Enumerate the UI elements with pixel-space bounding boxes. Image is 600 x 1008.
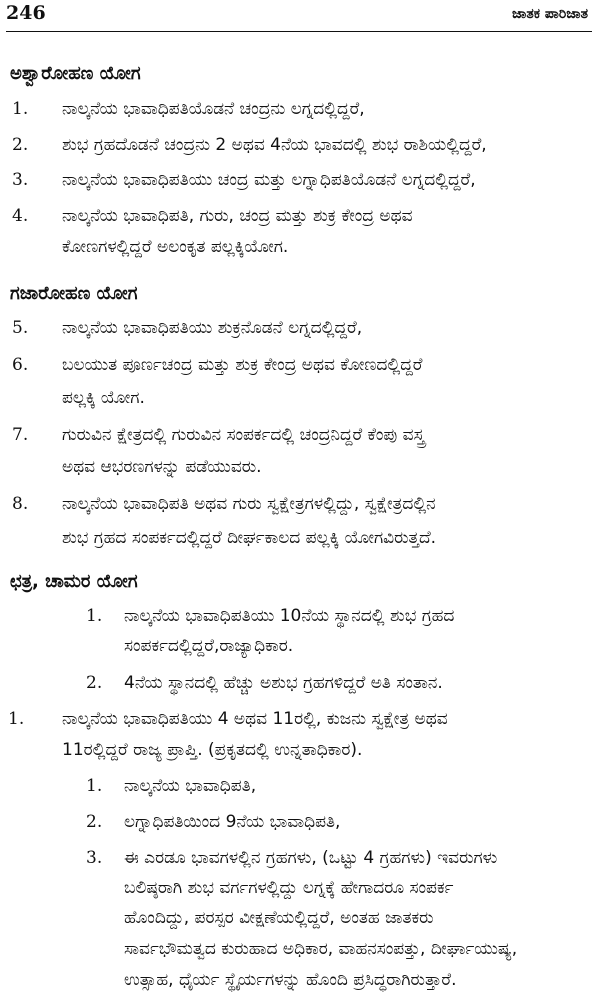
item-text-line: ಶುಭ ಗ್ರಹದ ಸಂಪರ್ಕದಲ್ಲಿದ್ದರೆ ದೀರ್ಘಕಾಲದ ಪಲ್ಲಕ್ಕಿ ಯೋಗವಿರುತ್ತದೆ.: [62, 528, 437, 548]
item-number: 1.: [86, 776, 103, 796]
item-text-line: ನಾಲ್ಕನೆಯ ಭಾವಾಧಿಪತಿಯು ಶುಕ್ರನೊಡನೆ ಲಗ್ನದಲ್ಲಿದ್ದರೆ,: [62, 318, 363, 338]
item-text-line: ನಾಲ್ಕನೆಯ ಭಾವಾಧಿಪತಿ,: [124, 776, 257, 796]
item-text-line: ನಾಲ್ಕನೆಯ ಭಾವಾಧಿಪತಿಯು ಚಂದ್ರ ಮತ್ತು ಲಗ್ನಾಧಿಪತಿಯೊಡನೆ ಲಗ್ನದಲ್ಲಿದ್ದರೆ,: [62, 170, 476, 190]
running-title: ಜಾತಕ ಪಾರಿಜಾತ: [511, 6, 588, 22]
item-number: 3.: [12, 170, 29, 190]
item-number: 2.: [12, 135, 29, 155]
item-number: 4.: [12, 206, 29, 226]
item-text-line: 4ನೆಯ ಸ್ಥಾನದಲ್ಲಿ ಹೆಚ್ಚು ಅಶುಭ ಗ್ರಹಗಳಿದ್ದರೆ ಅತಿ ಸಂತಾನ.: [124, 673, 443, 693]
header-rule: [6, 31, 592, 32]
item-text-line: ನಾಲ್ಕನೆಯ ಭಾವಾಧಿಪತಿಯೊಡನೆ ಚಂದ್ರನು ಲಗ್ನದಲ್ಲಿದ್ದರೆ,: [62, 99, 365, 119]
item-text-line: ಈ ಎರಡೂ ಭಾವಗಳಲ್ಲಿನ ಗ್ರಹಗಳು, (ಒಟ್ಟು 4 ಗ್ರಹಗಳು) ಇವರುಗಳು: [124, 848, 498, 868]
item-text-line: 11ರಲ್ಲಿದ್ದರೆ ರಾಜ್ಯ ಪ್ರಾಪ್ತಿ. (ಪ್ರಕೃತದಲ್ಲಿ ಉನ್ನತಾಧಿಕಾರ).: [62, 740, 363, 760]
section-heading: ಛತ್ರ, ಚಾಮರ ಯೋಗ: [10, 571, 138, 592]
item-number: 2.: [86, 812, 103, 832]
page-number: 246: [6, 2, 46, 24]
item-number: 6.: [12, 355, 29, 375]
item-text-line: ನಾಲ್ಕನೆಯ ಭಾವಾಧಿಪತಿ, ಗುರು, ಚಂದ್ರ ಮತ್ತು ಶುಕ್ರ ಕೇಂದ್ರ ಅಥವ: [62, 206, 413, 226]
item-text-line: ಲಗ್ನಾಧಿಪತಿಯಿಂದ 9ನೆಯ ಭಾವಾಧಿಪತಿ,: [124, 812, 341, 832]
item-number: 5.: [12, 318, 29, 338]
item-number: 1.: [8, 709, 25, 729]
item-text-line: ನಾಲ್ಕನೆಯ ಭಾವಾಧಿಪತಿಯು 10ನೆಯ ಸ್ಥಾನದಲ್ಲಿ ಶುಭ ಗ್ರಹದ: [124, 606, 455, 626]
item-number: 2.: [86, 673, 103, 693]
item-text-line: ಸಾರ್ವಭೌಮತ್ವದ ಕುರುಹಾದ ಅಧಿಕಾರ, ವಾಹನಸಂಪತ್ತು, ದೀರ್ಘಾಯುಷ್ಯ,: [124, 939, 518, 959]
item-text-line: ಶುಭ ಗ್ರಹದೊಡನೆ ಚಂದ್ರನು 2 ಅಥವ 4ನೆಯ ಭಾವದಲ್ಲಿ ಶುಭ ರಾಶಿಯಲ್ಲಿದ್ದರೆ,: [62, 135, 487, 155]
item-text-line: ಕೋಣಗಳಲ್ಲಿದ್ದರೆ ಅಲಂಕೃತ ಪಲ್ಲಕ್ಕಿಯೋಗ.: [62, 237, 289, 257]
item-text-line: ಉತ್ಸಾಹ, ಧೈರ್ಯ ಸ್ಥೈರ್ಯಗಳನ್ನು ಹೊಂದಿ ಪ್ರಸಿದ್ಧರಾಗಿರುತ್ತಾರೆ.: [124, 970, 457, 990]
item-text-line: ಪಲ್ಲಕ್ಕಿ ಯೋಗ.: [62, 388, 145, 408]
item-number: 1.: [86, 606, 103, 626]
item-text-line: ಸಂಪರ್ಕದಲ್ಲಿದ್ದರೆ,ರಾಜ್ಯಾಧಿಕಾರ.: [124, 636, 294, 656]
item-number: 8.: [12, 494, 29, 514]
item-number: 7.: [12, 425, 29, 445]
item-number: 3.: [86, 848, 103, 868]
item-text-line: ಅಥವ ಆಭರಣಗಳನ್ನು ಪಡೆಯುವರು.: [62, 457, 262, 477]
item-text-line: ಹೊಂದಿದ್ದು, ಪರಸ್ಪರ ವೀಕ್ಷಣೆಯಲ್ಲಿದ್ದರೆ, ಅಂತಹ ಜಾತಕರು: [124, 908, 434, 928]
item-text-line: ನಾಲ್ಕನೆಯ ಭಾವಾಧಿಪತಿಯು 4 ಅಥವ 11ರಲ್ಲಿ, ಕುಜನು ಸ್ವಕ್ಷೇತ್ರ ಅಥವ: [62, 709, 448, 729]
section-heading: ಗಜಾರೋಹಣ ಯೋಗ: [10, 283, 138, 304]
item-text-line: ನಾಲ್ಕನೆಯ ಭಾವಾಧಿಪತಿ ಅಥವ ಗುರು ಸ್ವಕ್ಷೇತ್ರಗಳಲ್ಲಿದ್ದು, ಸ್ವಕ್ಷೇತ್ರದಲ್ಲಿನ: [62, 494, 436, 514]
item-text-line: ಗುರುವಿನ ಕ್ಷೇತ್ರದಲ್ಲಿ ಗುರುವಿನ ಸಂಪರ್ಕದಲ್ಲಿ ಚಂದ್ರನಿದ್ದರೆ ಕೆಂಪು ವಸ್ತ್ರ: [62, 425, 425, 445]
item-number: 1.: [12, 99, 29, 119]
section-heading: ಅಶ್ವಾರೋಹಣ ಯೋಗ: [10, 63, 141, 84]
item-text-line: ಬಲಿಷ್ಠರಾಗಿ ಶುಭ ವರ್ಗಗಳಲ್ಲಿದ್ದು ಲಗ್ನಕ್ಕೆ ಹೇಗಾದರೂ ಸಂಪರ್ಕ: [124, 878, 454, 898]
item-text-line: ಬಲಯುತ ಪೂರ್ಣಚಂದ್ರ ಮತ್ತು ಶುಕ್ರ ಕೇಂದ್ರ ಅಥವ ಕೋಣದಲ್ಲಿದ್ದರೆ: [62, 355, 423, 375]
